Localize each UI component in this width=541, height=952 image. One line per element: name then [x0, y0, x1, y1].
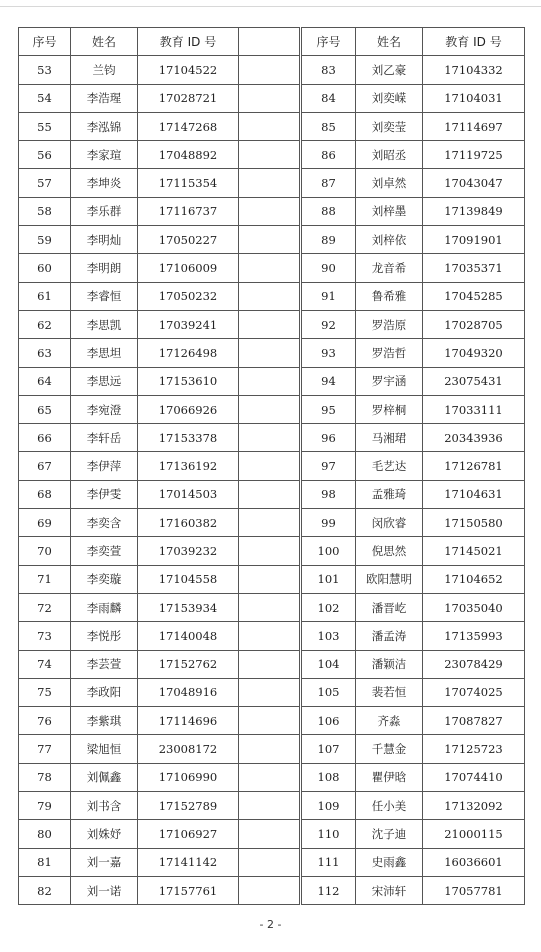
seq-cell: 100: [302, 537, 356, 565]
seq-cell: 65: [19, 395, 71, 423]
name-cell: 沈子迪: [356, 820, 423, 848]
edu-id-cell: 23078429: [423, 650, 525, 678]
name-cell: 李泓锦: [71, 112, 138, 140]
seq-cell: 96: [302, 424, 356, 452]
edu-id-cell: 17150580: [423, 509, 525, 537]
blank-cell: [239, 622, 300, 650]
blank-cell: [239, 650, 300, 678]
edu-id-cell: 17057781: [423, 876, 525, 904]
edu-id-cell: 17104522: [138, 56, 239, 84]
name-cell: 瞿伊晗: [356, 763, 423, 791]
name-cell: 李奕萱: [71, 537, 138, 565]
edu-id-cell: 17091901: [423, 226, 525, 254]
edu-id-cell: 17152762: [138, 650, 239, 678]
seq-cell: 86: [302, 141, 356, 169]
edu-id-cell: 17140048: [138, 622, 239, 650]
edu-id-cell: 16036601: [423, 848, 525, 876]
edu-id-cell: 17066926: [138, 395, 239, 423]
seq-cell: 57: [19, 169, 71, 197]
name-cell: 李伊雯: [71, 480, 138, 508]
table-row: [302, 509, 525, 537]
edu-id-cell: 17048892: [138, 141, 239, 169]
edu-id-cell: 17141142: [138, 848, 239, 876]
name-cell: 罗梓桐: [356, 395, 423, 423]
edu-id-cell: 17152789: [138, 792, 239, 820]
table-row: [302, 820, 525, 848]
blank-cell: [239, 112, 300, 140]
seq-cell: 83: [302, 56, 356, 84]
blank-cell: [239, 226, 300, 254]
edu-id-cell: 23075431: [423, 367, 525, 395]
name-cell: 刘书含: [71, 792, 138, 820]
seq-cell: 75: [19, 678, 71, 706]
name-cell: 潘晋屹: [356, 593, 423, 621]
table-row: [302, 282, 525, 310]
edu-id-cell: 17035371: [423, 254, 525, 282]
edu-id-cell: 17104652: [423, 565, 525, 593]
seq-cell: 76: [19, 707, 71, 735]
seq-cell: 66: [19, 424, 71, 452]
edu-id-cell: 17035040: [423, 593, 525, 621]
table-row: [19, 395, 300, 423]
table-row: [302, 593, 525, 621]
table-row: [302, 876, 525, 904]
seq-cell: 78: [19, 763, 71, 791]
header-seq: 序号: [302, 28, 356, 56]
edu-id-cell: 17104631: [423, 480, 525, 508]
name-cell: 刘奕嵘: [356, 84, 423, 112]
blank-cell: [239, 169, 300, 197]
table-row: [302, 735, 525, 763]
seq-cell: 103: [302, 622, 356, 650]
blank-cell: [239, 763, 300, 791]
table-row: [19, 593, 300, 621]
edu-id-cell: 17014503: [138, 480, 239, 508]
blank-cell: [239, 537, 300, 565]
name-cell: 李芸萱: [71, 650, 138, 678]
seq-cell: 82: [19, 876, 71, 904]
name-cell: 李浩瑆: [71, 84, 138, 112]
name-cell: 罗浩原: [356, 310, 423, 338]
blank-cell: [239, 452, 300, 480]
table-row: [19, 197, 300, 225]
name-cell: 李雨麟: [71, 593, 138, 621]
name-cell: 千慧金: [356, 735, 423, 763]
table-row: [302, 622, 525, 650]
table-row: [19, 735, 300, 763]
edu-id-cell: 17132092: [423, 792, 525, 820]
seq-cell: 109: [302, 792, 356, 820]
name-cell: 刘一嘉: [71, 848, 138, 876]
name-cell: 刘一诺: [71, 876, 138, 904]
table-row: [19, 650, 300, 678]
name-cell: 李紫琪: [71, 707, 138, 735]
blank-cell: [239, 735, 300, 763]
seq-cell: 72: [19, 593, 71, 621]
blank-cell: [239, 424, 300, 452]
edu-id-cell: 17114696: [138, 707, 239, 735]
name-cell: 李乐群: [71, 197, 138, 225]
table-row: [302, 707, 525, 735]
seq-cell: 108: [302, 763, 356, 791]
seq-cell: 105: [302, 678, 356, 706]
edu-id-cell: 17049320: [423, 339, 525, 367]
edu-id-cell: 17039241: [138, 310, 239, 338]
edu-id-cell: 17153934: [138, 593, 239, 621]
table-row: [302, 650, 525, 678]
table-row: [302, 792, 525, 820]
blank-cell: [239, 339, 300, 367]
edu-id-cell: 17028705: [423, 310, 525, 338]
edu-id-cell: 17147268: [138, 112, 239, 140]
seq-cell: 71: [19, 565, 71, 593]
seq-cell: 67: [19, 452, 71, 480]
table-row: [19, 254, 300, 282]
edu-id-cell: 21000115: [423, 820, 525, 848]
blank-cell: [239, 707, 300, 735]
edu-id-cell: 17106927: [138, 820, 239, 848]
table-row: [302, 678, 525, 706]
edu-id-cell: 17106009: [138, 254, 239, 282]
name-cell: 刘昭丞: [356, 141, 423, 169]
name-cell: 任小美: [356, 792, 423, 820]
table-row: [19, 141, 300, 169]
edu-id-cell: 17135993: [423, 622, 525, 650]
table-row: [19, 282, 300, 310]
seq-cell: 58: [19, 197, 71, 225]
table-header-row: [302, 28, 525, 56]
seq-cell: 60: [19, 254, 71, 282]
edu-id-cell: 17136192: [138, 452, 239, 480]
name-cell: 李思凯: [71, 310, 138, 338]
name-cell: 李家瑄: [71, 141, 138, 169]
edu-id-cell: 17116737: [138, 197, 239, 225]
table-row: [19, 84, 300, 112]
seq-cell: 81: [19, 848, 71, 876]
seq-cell: 53: [19, 56, 71, 84]
name-cell: 李思坦: [71, 339, 138, 367]
table-row: [19, 480, 300, 508]
seq-cell: 87: [302, 169, 356, 197]
name-cell: 李明朗: [71, 254, 138, 282]
edu-id-cell: 17048916: [138, 678, 239, 706]
name-cell: 刘佩鑫: [71, 763, 138, 791]
table-row: [19, 763, 300, 791]
edu-id-cell: 17119725: [423, 141, 525, 169]
edu-id-cell: 17043047: [423, 169, 525, 197]
page-number: - 2 -: [259, 918, 282, 931]
name-cell: 刘梓依: [356, 226, 423, 254]
seq-cell: 111: [302, 848, 356, 876]
blank-cell: [239, 282, 300, 310]
seq-cell: 79: [19, 792, 71, 820]
header-name: 姓名: [71, 28, 138, 56]
table-row: [302, 848, 525, 876]
name-cell: 潘孟涛: [356, 622, 423, 650]
edu-id-cell: 17115354: [138, 169, 239, 197]
blank-cell: [239, 367, 300, 395]
header-edu-id: 教育 ID 号: [138, 28, 239, 56]
name-cell: 史雨鑫: [356, 848, 423, 876]
seq-cell: 99: [302, 509, 356, 537]
edu-id-cell: 17074410: [423, 763, 525, 791]
blank-cell: [239, 820, 300, 848]
seq-cell: 106: [302, 707, 356, 735]
seq-cell: 64: [19, 367, 71, 395]
edu-id-cell: 17104558: [138, 565, 239, 593]
name-cell: 李坤炎: [71, 169, 138, 197]
seq-cell: 80: [19, 820, 71, 848]
name-cell: 潘颖洁: [356, 650, 423, 678]
table-row: [19, 678, 300, 706]
seq-cell: 110: [302, 820, 356, 848]
table-row: [302, 339, 525, 367]
edu-id-cell: 17157761: [138, 876, 239, 904]
table-row: [19, 452, 300, 480]
blank-cell: [239, 141, 300, 169]
table-row: [19, 339, 300, 367]
name-cell: 刘奕莹: [356, 112, 423, 140]
blank-cell: [239, 678, 300, 706]
seq-cell: 97: [302, 452, 356, 480]
edu-id-cell: 17125723: [423, 735, 525, 763]
table-row: [19, 169, 300, 197]
edu-id-cell: 23008172: [138, 735, 239, 763]
name-cell: 孟雅琦: [356, 480, 423, 508]
name-cell: 罗浩哲: [356, 339, 423, 367]
seq-cell: 85: [302, 112, 356, 140]
blank-cell: [239, 593, 300, 621]
blank-cell: [239, 395, 300, 423]
seq-cell: 61: [19, 282, 71, 310]
blank-cell: [239, 876, 300, 904]
header-name: 姓名: [356, 28, 423, 56]
seq-cell: 54: [19, 84, 71, 112]
table-row: [19, 707, 300, 735]
name-cell: 李政阳: [71, 678, 138, 706]
student-table-left: [18, 27, 300, 905]
name-cell: 李睿恒: [71, 282, 138, 310]
edu-id-cell: 17153610: [138, 367, 239, 395]
name-cell: 宋沛轩: [356, 876, 423, 904]
edu-id-cell: 17050227: [138, 226, 239, 254]
table-row: [302, 480, 525, 508]
table-row: [302, 112, 525, 140]
seq-cell: 89: [302, 226, 356, 254]
seq-cell: 102: [302, 593, 356, 621]
table-row: [19, 112, 300, 140]
table-row: [19, 367, 300, 395]
name-cell: 龙音希: [356, 254, 423, 282]
table-row: [302, 395, 525, 423]
table-row: [302, 226, 525, 254]
seq-cell: 90: [302, 254, 356, 282]
table-row: [302, 310, 525, 338]
edu-id-cell: 17074025: [423, 678, 525, 706]
blank-cell: [239, 509, 300, 537]
name-cell: 李奕含: [71, 509, 138, 537]
table-row: [302, 169, 525, 197]
seq-cell: 101: [302, 565, 356, 593]
seq-cell: 77: [19, 735, 71, 763]
table-row: [19, 310, 300, 338]
name-cell: 李轩岳: [71, 424, 138, 452]
edu-id-cell: 17126498: [138, 339, 239, 367]
header-edu-id: 教育 ID 号: [423, 28, 525, 56]
edu-id-cell: 17050232: [138, 282, 239, 310]
table-row: [19, 820, 300, 848]
name-cell: 闵欣睿: [356, 509, 423, 537]
name-cell: 倪思然: [356, 537, 423, 565]
table-row: [19, 876, 300, 904]
seq-cell: 63: [19, 339, 71, 367]
table-row: [19, 537, 300, 565]
edu-id-cell: 17145021: [423, 537, 525, 565]
edu-id-cell: 17114697: [423, 112, 525, 140]
table-row: [302, 537, 525, 565]
seq-cell: 93: [302, 339, 356, 367]
table-row: [302, 452, 525, 480]
table-row: [302, 565, 525, 593]
name-cell: 马湘珺: [356, 424, 423, 452]
table-row: [19, 792, 300, 820]
table-row: [19, 509, 300, 537]
name-cell: 刘卓然: [356, 169, 423, 197]
name-cell: 刘姝妤: [71, 820, 138, 848]
edu-id-cell: 17033111: [423, 395, 525, 423]
blank-cell: [239, 848, 300, 876]
blank-cell: [239, 254, 300, 282]
name-cell: 李伊萍: [71, 452, 138, 480]
name-cell: 齐淼: [356, 707, 423, 735]
seq-cell: 91: [302, 282, 356, 310]
edu-id-cell: 17087827: [423, 707, 525, 735]
name-cell: 罗宇涵: [356, 367, 423, 395]
table-row: [302, 56, 525, 84]
seq-cell: 56: [19, 141, 71, 169]
seq-cell: 84: [302, 84, 356, 112]
blank-cell: [239, 197, 300, 225]
edu-id-cell: 17039232: [138, 537, 239, 565]
edu-id-cell: 17153378: [138, 424, 239, 452]
seq-cell: 98: [302, 480, 356, 508]
edu-id-cell: 17126781: [423, 452, 525, 480]
header-seq: 序号: [19, 28, 71, 56]
name-cell: 刘梓墨: [356, 197, 423, 225]
seq-cell: 88: [302, 197, 356, 225]
edu-id-cell: 17028721: [138, 84, 239, 112]
seq-cell: 70: [19, 537, 71, 565]
seq-cell: 69: [19, 509, 71, 537]
seq-cell: 73: [19, 622, 71, 650]
blank-cell: [239, 480, 300, 508]
blank-cell: [239, 565, 300, 593]
name-cell: 李思远: [71, 367, 138, 395]
seq-cell: 112: [302, 876, 356, 904]
seq-cell: 55: [19, 112, 71, 140]
seq-cell: 68: [19, 480, 71, 508]
name-cell: 李宛澄: [71, 395, 138, 423]
name-cell: 鲁希雅: [356, 282, 423, 310]
edu-id-cell: 17104332: [423, 56, 525, 84]
blank-cell: [239, 56, 300, 84]
table-row: [302, 84, 525, 112]
seq-cell: 74: [19, 650, 71, 678]
seq-cell: 92: [302, 310, 356, 338]
table-row: [19, 848, 300, 876]
table-row: [302, 197, 525, 225]
edu-id-cell: 17160382: [138, 509, 239, 537]
table-header-row: [19, 28, 300, 56]
table-row: [19, 226, 300, 254]
edu-id-cell: 20343936: [423, 424, 525, 452]
seq-cell: 95: [302, 395, 356, 423]
name-cell: 李明灿: [71, 226, 138, 254]
table-row: [302, 424, 525, 452]
name-cell: 欧阳慧明: [356, 565, 423, 593]
blank-cell: [239, 84, 300, 112]
name-cell: 李悦彤: [71, 622, 138, 650]
seq-cell: 104: [302, 650, 356, 678]
table-row: [302, 367, 525, 395]
table-row: [302, 141, 525, 169]
seq-cell: 59: [19, 226, 71, 254]
seq-cell: 94: [302, 367, 356, 395]
student-table-right: [301, 27, 525, 905]
blank-cell: [239, 310, 300, 338]
edu-id-cell: 17139849: [423, 197, 525, 225]
header-blank: [239, 28, 300, 56]
blank-cell: [239, 792, 300, 820]
page-top-edge: [0, 6, 541, 7]
name-cell: 裴若恒: [356, 678, 423, 706]
edu-id-cell: 17104031: [423, 84, 525, 112]
seq-cell: 62: [19, 310, 71, 338]
name-cell: 李奕璇: [71, 565, 138, 593]
table-row: [302, 763, 525, 791]
table-row: [19, 424, 300, 452]
name-cell: 毛艺达: [356, 452, 423, 480]
table-row: [19, 622, 300, 650]
edu-id-cell: 17106990: [138, 763, 239, 791]
edu-id-cell: 17045285: [423, 282, 525, 310]
seq-cell: 107: [302, 735, 356, 763]
table-row: [302, 254, 525, 282]
name-cell: 梁旭恒: [71, 735, 138, 763]
table-row: [19, 565, 300, 593]
name-cell: 刘乙豪: [356, 56, 423, 84]
name-cell: 兰钧: [71, 56, 138, 84]
table-row: [19, 56, 300, 84]
